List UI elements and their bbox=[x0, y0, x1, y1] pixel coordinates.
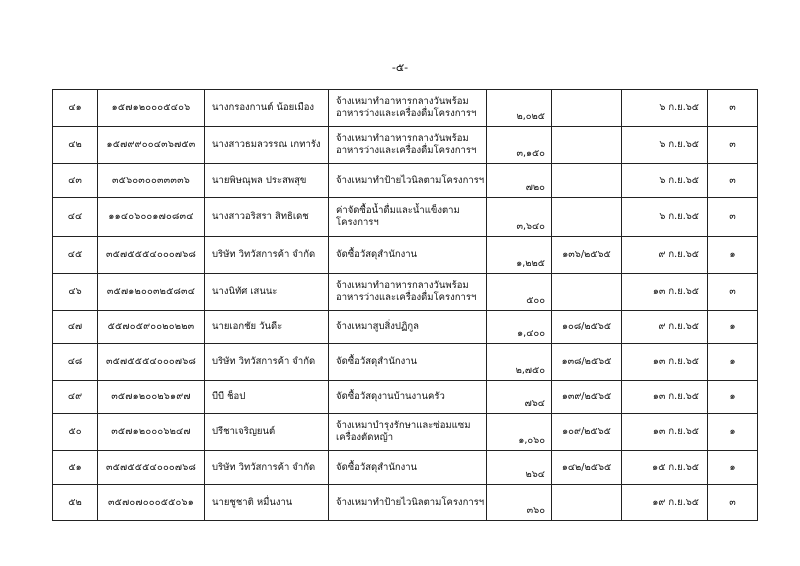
method-code: ๑ bbox=[708, 344, 758, 381]
table-row bbox=[53, 381, 758, 414]
method-code: ๓ bbox=[708, 274, 758, 311]
row-number: ๔๒ bbox=[53, 127, 98, 164]
description bbox=[329, 198, 487, 237]
table-row bbox=[53, 237, 758, 274]
reference-number bbox=[552, 274, 622, 311]
table-row bbox=[53, 90, 758, 127]
tax-id: ๓๕๗๑๒๐๐๒๖๑๙๗ bbox=[98, 381, 205, 414]
row-number: ๔๙ bbox=[53, 381, 98, 414]
description-line: อาหารว่างและเครื่องดื่มโครงการฯ bbox=[336, 145, 477, 156]
amount: ๗๒๐ bbox=[487, 164, 552, 198]
amount: ๓,๖๔๐ bbox=[487, 198, 552, 237]
description-line: อาหารว่างและเครื่องดื่มโครงการฯ bbox=[336, 108, 477, 119]
method-code: ๓ bbox=[708, 90, 758, 127]
amount: ๑,๐๖๐ bbox=[487, 414, 552, 451]
table-row bbox=[53, 198, 758, 237]
amount: ๑,๔๐๐ bbox=[487, 311, 552, 344]
tax-id: ๑๕๗๙๙๐๐๔๓๖๗๕๓ bbox=[98, 127, 205, 164]
amount: ๕๐๐ bbox=[487, 274, 552, 311]
tax-id: ๓๕๗๑๒๐๐๓๒๕๘๓๔ bbox=[98, 274, 205, 311]
amount: ๓๖๐ bbox=[487, 485, 552, 521]
vendor-name: นายพิษณุพล ประสพสุข bbox=[205, 164, 329, 198]
vendor-name: นางสาวอริสรา สิทธิเดช bbox=[205, 198, 329, 237]
description-line: จ้างเหมาทำอาหารกลางวันพร้อม bbox=[336, 96, 469, 107]
tax-id: ๓๕๗๕๕๕๔๐๐๐๗๖๘ bbox=[98, 451, 205, 485]
description bbox=[329, 381, 487, 414]
amount: ๑,๒๒๕ bbox=[487, 237, 552, 274]
reference-number bbox=[552, 198, 622, 237]
amount: ๗๖๔ bbox=[487, 381, 552, 414]
procurement-table bbox=[52, 89, 758, 521]
description-line: ค่าจัดซื้อน้ำดื่มและน้ำแข็งตาม bbox=[336, 205, 460, 216]
reference-number bbox=[552, 90, 622, 127]
description bbox=[329, 274, 487, 311]
row-number: ๕๐ bbox=[53, 414, 98, 451]
method-code: ๑ bbox=[708, 451, 758, 485]
date: ๙ ก.ย.๖๕ bbox=[622, 237, 708, 274]
row-number: ๕๒ bbox=[53, 485, 98, 521]
method-code: ๓ bbox=[708, 164, 758, 198]
page-number: -๕- bbox=[391, 61, 409, 74]
table-body bbox=[53, 90, 758, 521]
description-line: จัดซื้อวัสดุสำนักงาน bbox=[336, 356, 418, 367]
description bbox=[329, 127, 487, 164]
amount: ๒,๗๕๐ bbox=[487, 344, 552, 381]
row-number: ๔๓ bbox=[53, 164, 98, 198]
table-row bbox=[53, 485, 758, 521]
tax-id: ๓๕๗๑๒๐๐๐๖๒๔๗ bbox=[98, 414, 205, 451]
description-line: จ้างเหมาทำป้ายไวนิลตามโครงการฯ bbox=[336, 496, 485, 508]
table-row bbox=[53, 164, 758, 198]
description-line: อาหารว่างและเครื่องดื่มโครงการฯ bbox=[336, 292, 477, 303]
tax-id: ๓๕๖๐๓๐๐๓๓๓๓๖ bbox=[98, 164, 205, 198]
amount: ๒๖๔ bbox=[487, 451, 552, 485]
description-line: โครงการฯ bbox=[336, 217, 379, 228]
description-line: จ้างเหมาทำอาหารกลางวันพร้อม bbox=[336, 133, 469, 144]
reference-number: ๑๔๒/๒๕๖๕ bbox=[552, 451, 622, 485]
date: ๑๕ ก.ย.๖๕ bbox=[622, 451, 708, 485]
table-row bbox=[53, 414, 758, 451]
date: ๖ ก.ย.๖๕ bbox=[622, 127, 708, 164]
vendor-name: บริษัท วิทวัสการค้า จำกัด bbox=[205, 451, 329, 485]
amount: ๒,๐๒๕ bbox=[487, 90, 552, 127]
description-line: จ้างเหมาทำอาหารกลางวันพร้อม bbox=[336, 280, 469, 291]
tax-id: ๓๕๗๕๕๕๔๐๐๐๗๖๘ bbox=[98, 344, 205, 381]
row-number: ๔๖ bbox=[53, 274, 98, 311]
date: ๑๙ ก.ย.๖๕ bbox=[622, 485, 708, 521]
reference-number: ๑๐๘/๒๕๖๕ bbox=[552, 311, 622, 344]
description bbox=[329, 90, 487, 127]
row-number: ๔๔ bbox=[53, 198, 98, 237]
description-line: จัดซื้อวัสดุสำนักงาน bbox=[336, 249, 418, 260]
table-row bbox=[53, 274, 758, 311]
vendor-name: นายเอกชัย วันดีะ bbox=[205, 311, 329, 344]
method-code: ๑ bbox=[708, 414, 758, 451]
date: ๙ ก.ย.๖๕ bbox=[622, 311, 708, 344]
amount: ๓,๑๕๐ bbox=[487, 127, 552, 164]
reference-number: ๑๓๙/๒๕๖๕ bbox=[552, 381, 622, 414]
row-number: ๔๑ bbox=[53, 90, 98, 127]
date: ๖ ก.ย.๖๕ bbox=[622, 198, 708, 237]
vendor-name: ปรีชาเจริญยนต์ bbox=[205, 414, 329, 451]
method-code: ๑ bbox=[708, 381, 758, 414]
vendor-name: บีบี ช็อป bbox=[205, 381, 329, 414]
row-number: ๕๑ bbox=[53, 451, 98, 485]
vendor-name: นายชูชาติ หมื่นงาน bbox=[205, 485, 329, 521]
description bbox=[329, 237, 487, 274]
date: ๑๓ ก.ย.๖๕ bbox=[622, 414, 708, 451]
method-code: ๓ bbox=[708, 127, 758, 164]
method-code: ๑ bbox=[708, 237, 758, 274]
description bbox=[329, 344, 487, 381]
date: ๑๓ ก.ย.๖๕ bbox=[622, 344, 708, 381]
date: ๑๓ ก.ย.๖๕ bbox=[622, 274, 708, 311]
reference-number bbox=[552, 485, 622, 521]
date: ๖ ก.ย.๖๕ bbox=[622, 90, 708, 127]
reference-number bbox=[552, 127, 622, 164]
reference-number: ๑๓๘/๒๕๖๕ bbox=[552, 344, 622, 381]
tax-id: ๕๕๗๐๕๙๐๐๒๐๒๒๓ bbox=[98, 311, 205, 344]
description bbox=[329, 485, 487, 521]
vendor-name: นางสาวธมลวรรณ เกทารัง bbox=[205, 127, 329, 164]
tax-id: ๑๕๗๑๒๐๐๐๕๔๐๖ bbox=[98, 90, 205, 127]
description-line: เครื่องตัดหญ้า bbox=[336, 432, 394, 443]
reference-number: ๑๓๖/๒๕๖๕ bbox=[552, 237, 622, 274]
row-number: ๔๕ bbox=[53, 237, 98, 274]
method-code: ๓ bbox=[708, 198, 758, 237]
row-number: ๔๘ bbox=[53, 344, 98, 381]
description bbox=[329, 451, 487, 485]
description bbox=[329, 164, 487, 198]
date: ๑๓ ก.ย.๖๕ bbox=[622, 381, 708, 414]
date: ๖ ก.ย.๖๕ bbox=[622, 164, 708, 198]
tax-id: ๓๕๗๐๗๐๐๐๕๕๐๖๑ bbox=[98, 485, 205, 521]
method-code: ๑ bbox=[708, 311, 758, 344]
description-line: จ้างเหมาทำป้ายไวนิลตามโครงการฯ bbox=[336, 174, 485, 186]
description bbox=[329, 414, 487, 451]
vendor-name: บริษัท วิทวัสการค้า จำกัด bbox=[205, 237, 329, 274]
table-row bbox=[53, 127, 758, 164]
description-line: จ้างเหมาบำรุงรักษาและซ่อมแซม bbox=[336, 420, 471, 431]
reference-number bbox=[552, 164, 622, 198]
description-line: จ้างเหมาสูบสิ่งปฏิกูล bbox=[336, 321, 419, 332]
vendor-name: บริษัท วิทวัสการค้า จำกัด bbox=[205, 344, 329, 381]
vendor-name: นางนิทัศ เสนนะ bbox=[205, 274, 329, 311]
table-row bbox=[53, 311, 758, 344]
row-number: ๔๗ bbox=[53, 311, 98, 344]
reference-number: ๑๐๙/๒๕๖๕ bbox=[552, 414, 622, 451]
table-row bbox=[53, 344, 758, 381]
description-line: จัดซื้อวัสดุงานบ้านงานครัว bbox=[336, 391, 445, 402]
description-line: จัดซื้อวัสดุสำนักงาน bbox=[336, 461, 418, 473]
tax-id: ๓๕๗๕๕๕๔๐๐๐๗๖๘ bbox=[98, 237, 205, 274]
method-code: ๓ bbox=[708, 485, 758, 521]
tax-id: ๑๑๔๐๖๐๐๑๗๐๘๓๔ bbox=[98, 198, 205, 237]
description bbox=[329, 311, 487, 344]
vendor-name: นางกรองกานต์ น้อยเมือง bbox=[205, 90, 329, 127]
table-row bbox=[53, 451, 758, 485]
